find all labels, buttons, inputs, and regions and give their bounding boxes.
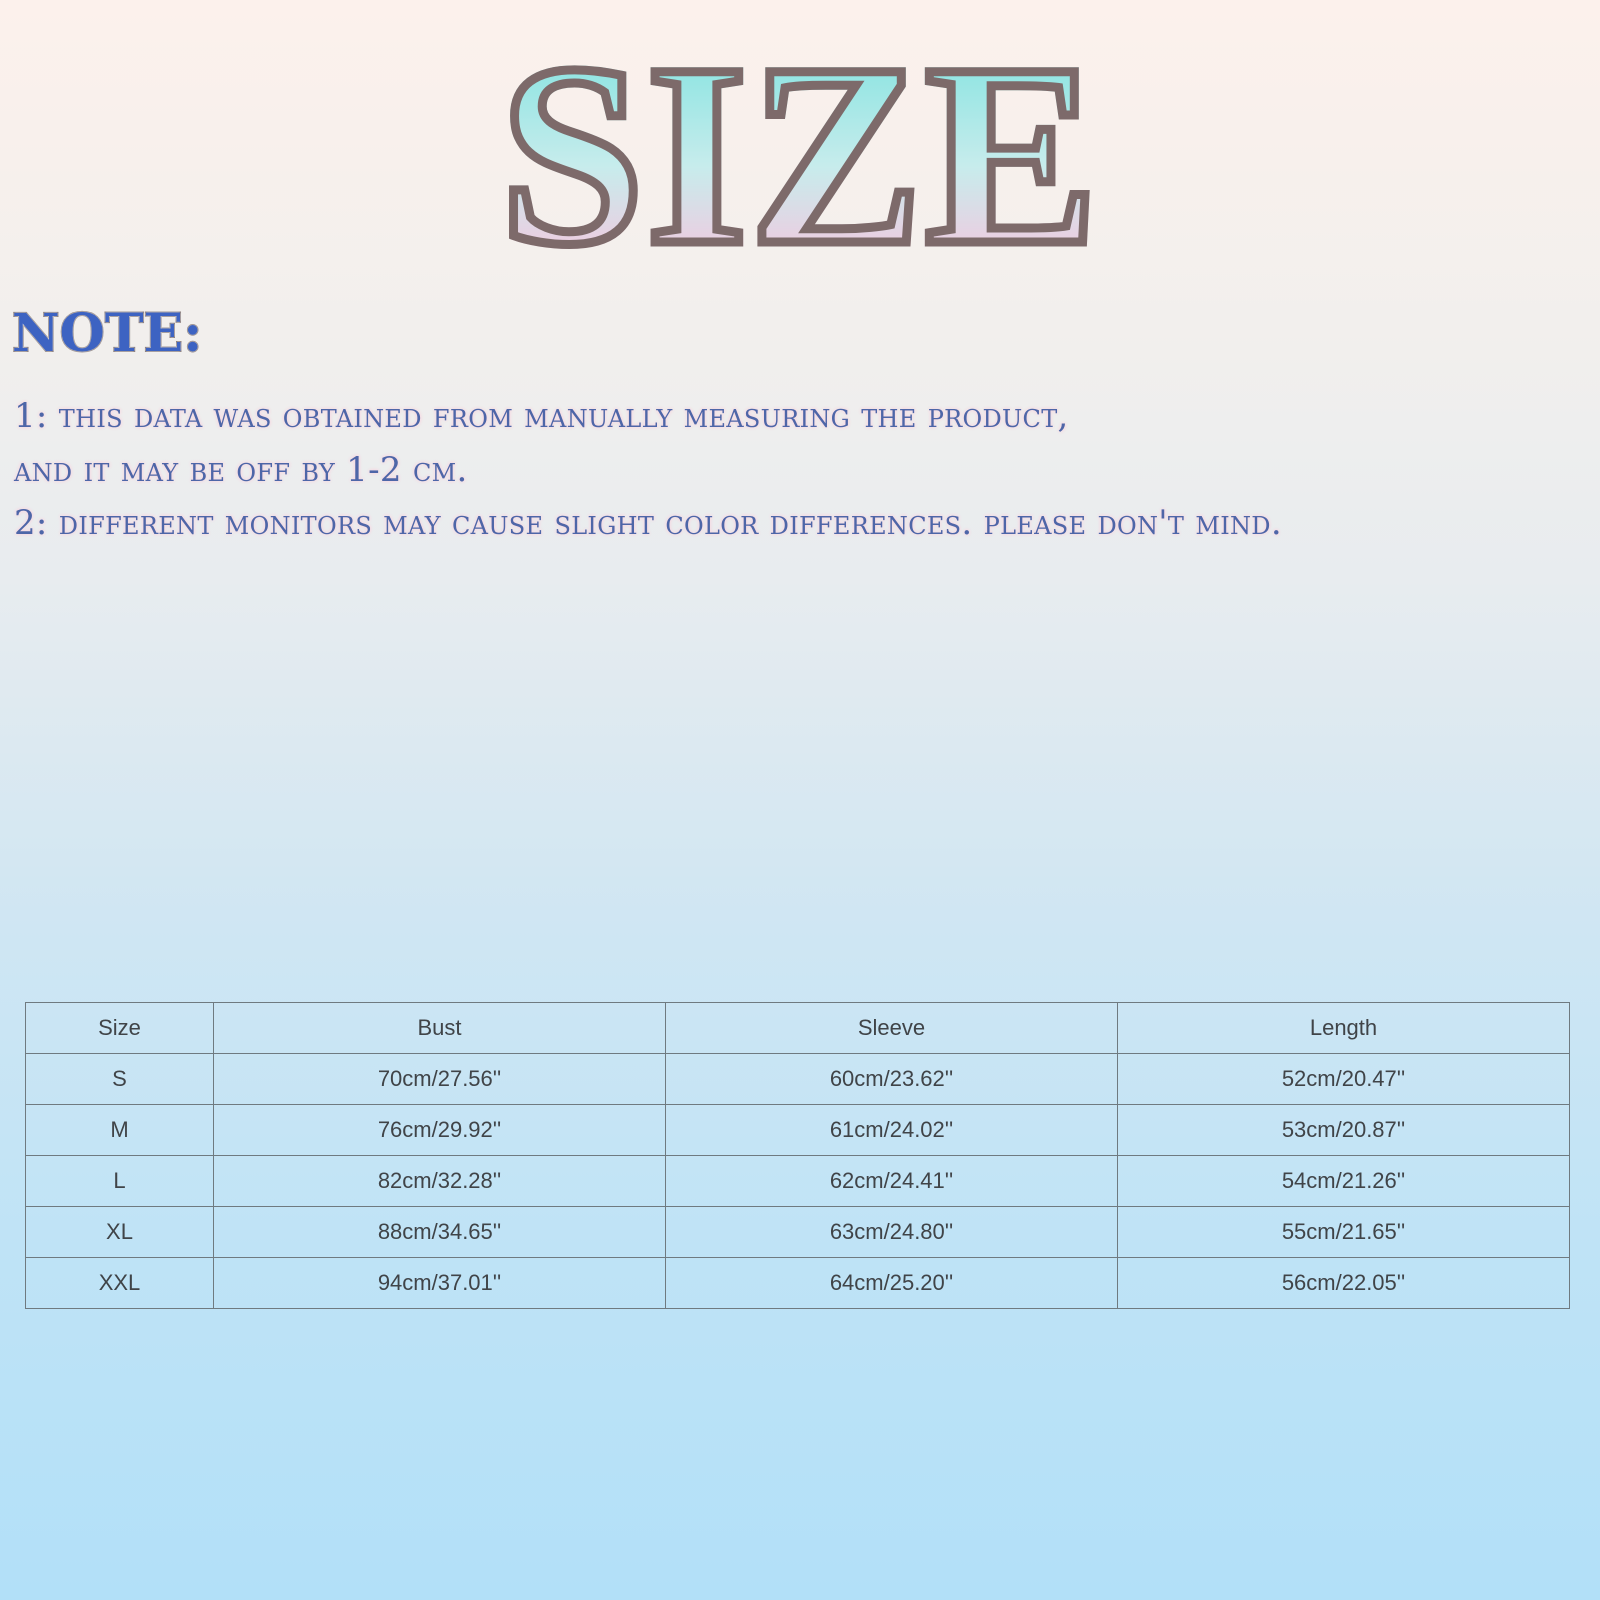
cell-sleeve: 62cm/24.41'' bbox=[666, 1156, 1118, 1207]
table-row bbox=[26, 1105, 1570, 1156]
header-sleeve: Sleeve bbox=[666, 1003, 1118, 1054]
cell-size: L bbox=[26, 1156, 214, 1207]
size-title: SIZE bbox=[0, 40, 1600, 270]
cell-length: 53cm/20.87'' bbox=[1118, 1105, 1570, 1156]
cell-size: XXL bbox=[26, 1258, 214, 1309]
cell-sleeve: 61cm/24.02'' bbox=[666, 1105, 1118, 1156]
cell-bust: 94cm/37.01'' bbox=[214, 1258, 666, 1309]
cell-size: XL bbox=[26, 1207, 214, 1258]
header-bust: Bust bbox=[214, 1003, 666, 1054]
cell-bust: 76cm/29.92'' bbox=[214, 1105, 666, 1156]
cell-length: 54cm/21.26'' bbox=[1118, 1156, 1570, 1207]
cell-length: 52cm/20.47'' bbox=[1118, 1054, 1570, 1105]
note-heading: NOTE: bbox=[12, 303, 203, 364]
cell-bust: 88cm/34.65'' bbox=[214, 1207, 666, 1258]
cell-bust: 82cm/32.28'' bbox=[214, 1156, 666, 1207]
cell-size: S bbox=[26, 1054, 214, 1105]
size-chart-table bbox=[25, 1002, 1570, 1309]
header-size: Size bbox=[26, 1003, 214, 1054]
cell-sleeve: 63cm/24.80'' bbox=[666, 1207, 1118, 1258]
table-row bbox=[26, 1054, 1570, 1105]
note-line-3: 2: different monitors may cause slight color differences. please don't mind. bbox=[14, 503, 1282, 543]
table-row bbox=[26, 1156, 1570, 1207]
note-line-1: 1: this data was obtained from manually measuring the product, bbox=[14, 396, 1069, 436]
cell-length: 56cm/22.05'' bbox=[1118, 1258, 1570, 1309]
cell-size: M bbox=[26, 1105, 214, 1156]
cell-length: 55cm/21.65'' bbox=[1118, 1207, 1570, 1258]
table-row bbox=[26, 1207, 1570, 1258]
cell-bust: 70cm/27.56'' bbox=[214, 1054, 666, 1105]
table-header-row bbox=[26, 1003, 1570, 1054]
cell-sleeve: 60cm/23.62'' bbox=[666, 1054, 1118, 1105]
note-line-2: and it may be off by 1-2 cm. bbox=[14, 450, 468, 490]
table-row bbox=[26, 1258, 1570, 1309]
cell-sleeve: 64cm/25.20'' bbox=[666, 1258, 1118, 1309]
header-length: Length bbox=[1118, 1003, 1570, 1054]
